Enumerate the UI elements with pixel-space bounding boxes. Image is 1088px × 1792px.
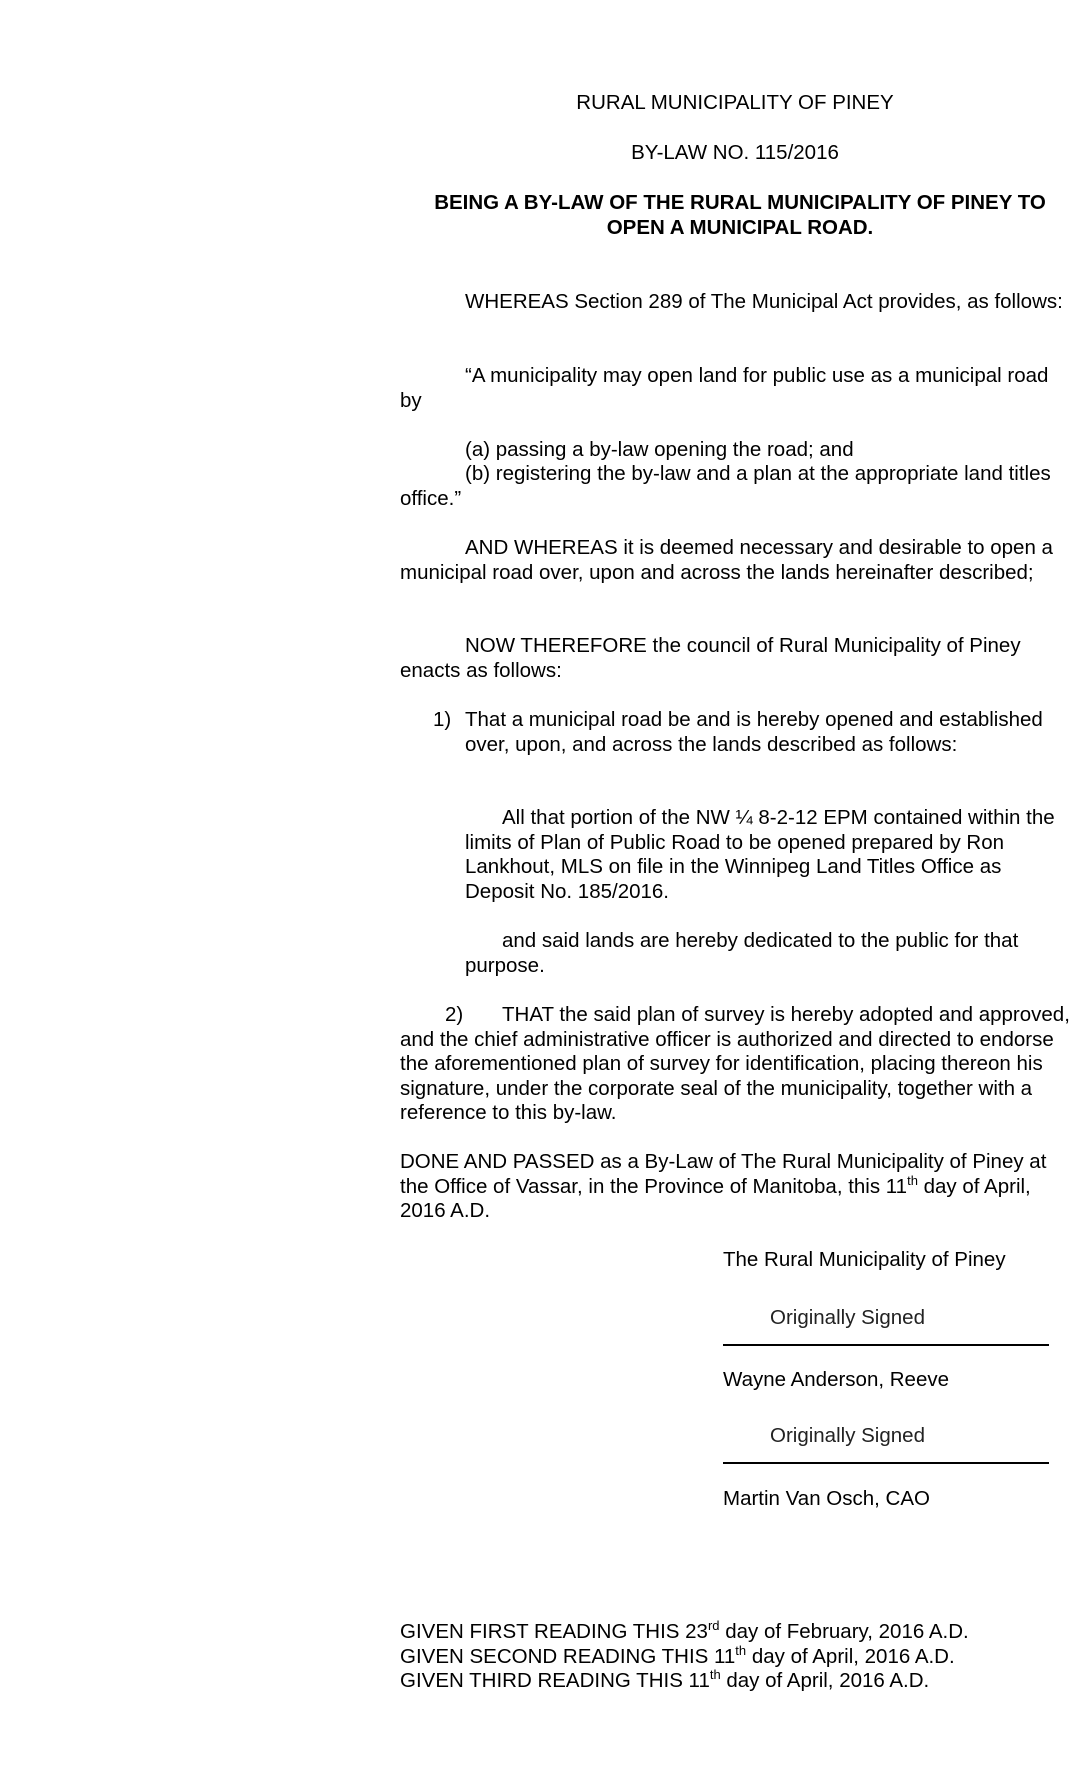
item-a: (a) passing a by-law opening the road; and bbox=[465, 438, 854, 461]
quote-paragraph: “A municipality may open land for public use as a municipal road by bbox=[400, 364, 1049, 412]
dedication-paragraph: and said lands are hereby dedicated to the public for that purpose. bbox=[465, 929, 1019, 977]
clause-2-number: 2) bbox=[445, 1003, 464, 1026]
clause-1-text: That a municipal road be and is hereby opened and established over, upon, and across the lands described as follows: bbox=[465, 708, 1043, 756]
clause-1-number: 1) bbox=[433, 708, 452, 731]
done-sup: th bbox=[907, 1172, 918, 1188]
whereas-paragraph: WHEREAS Section 289 of The Municipal Act provides, as follows: bbox=[465, 290, 1063, 313]
signatory-reeve: Wayne Anderson, Reeve bbox=[723, 1368, 950, 1391]
now-therefore-paragraph: NOW THEREFORE the council of Rural Municipality of Piney enacts as follows: bbox=[400, 634, 1021, 682]
clause-1 bbox=[433, 708, 1070, 757]
clause-2-text: THAT the said plan of survey is hereby adopted and approved, and the chief administrative officer is authorized and directed to endorse the aforementioned plan of survey for identification, placing thereon his signature, under the corporate seal of the municipality, together with a reference to this by-law. bbox=[400, 1003, 1070, 1124]
signature-line-1 bbox=[723, 1344, 1049, 1346]
item-b: (b) registering the by-law and a plan at the appropriate land titles office.” bbox=[400, 462, 1051, 510]
municipality-heading: RURAL MUNICIPALITY OF PINEY bbox=[576, 91, 894, 114]
originally-signed-1: Originally Signed bbox=[770, 1306, 925, 1329]
clause-2 bbox=[400, 1003, 1070, 1126]
and-whereas-paragraph: AND WHEREAS it is deemed necessary and desirable to open a municipal road over, upon and across the lands hereinafter described; bbox=[400, 536, 1053, 584]
land-description: All that portion of the NW ¼ 8-2-12 EPM contained within the limits of Plan of Public Road to be opened prepared by Ron Lankhout, MLS on file in the Winnipeg Land Titles Office as Deposit No. 185/2016. bbox=[465, 806, 1055, 903]
originally-signed-2: Originally Signed bbox=[770, 1424, 925, 1447]
bylaw-title: BEING A BY-LAW OF THE RURAL MUNICIPALITY OF PINEY TO OPEN A MUNICIPAL ROAD. bbox=[434, 191, 1046, 239]
done-and-passed: DONE AND PASSED as a By-Law of The Rural Municipality of Piney at the Office of Vassar, in the Province of Manitoba, this 11th day of April, 2016 A.D. bbox=[400, 1150, 1047, 1222]
bylaw-number: BY-LAW NO. 115/2016 bbox=[631, 141, 839, 164]
reading-first: GIVEN FIRST READING THIS 23rd day of February, 2016 A.D. bbox=[400, 1618, 969, 1643]
reading-second: GIVEN SECOND READING THIS 11th day of April, 2016 A.D. bbox=[400, 1642, 955, 1668]
readings-list bbox=[400, 1620, 1070, 1694]
signatory-cao: Martin Van Osch, CAO bbox=[723, 1487, 930, 1510]
reading-third: GIVEN THIRD READING THIS 11th day of April, 2016 A.D. bbox=[400, 1667, 930, 1692]
signature-org: The Rural Municipality of Piney bbox=[723, 1248, 1006, 1271]
signature-line-2 bbox=[723, 1462, 1049, 1464]
